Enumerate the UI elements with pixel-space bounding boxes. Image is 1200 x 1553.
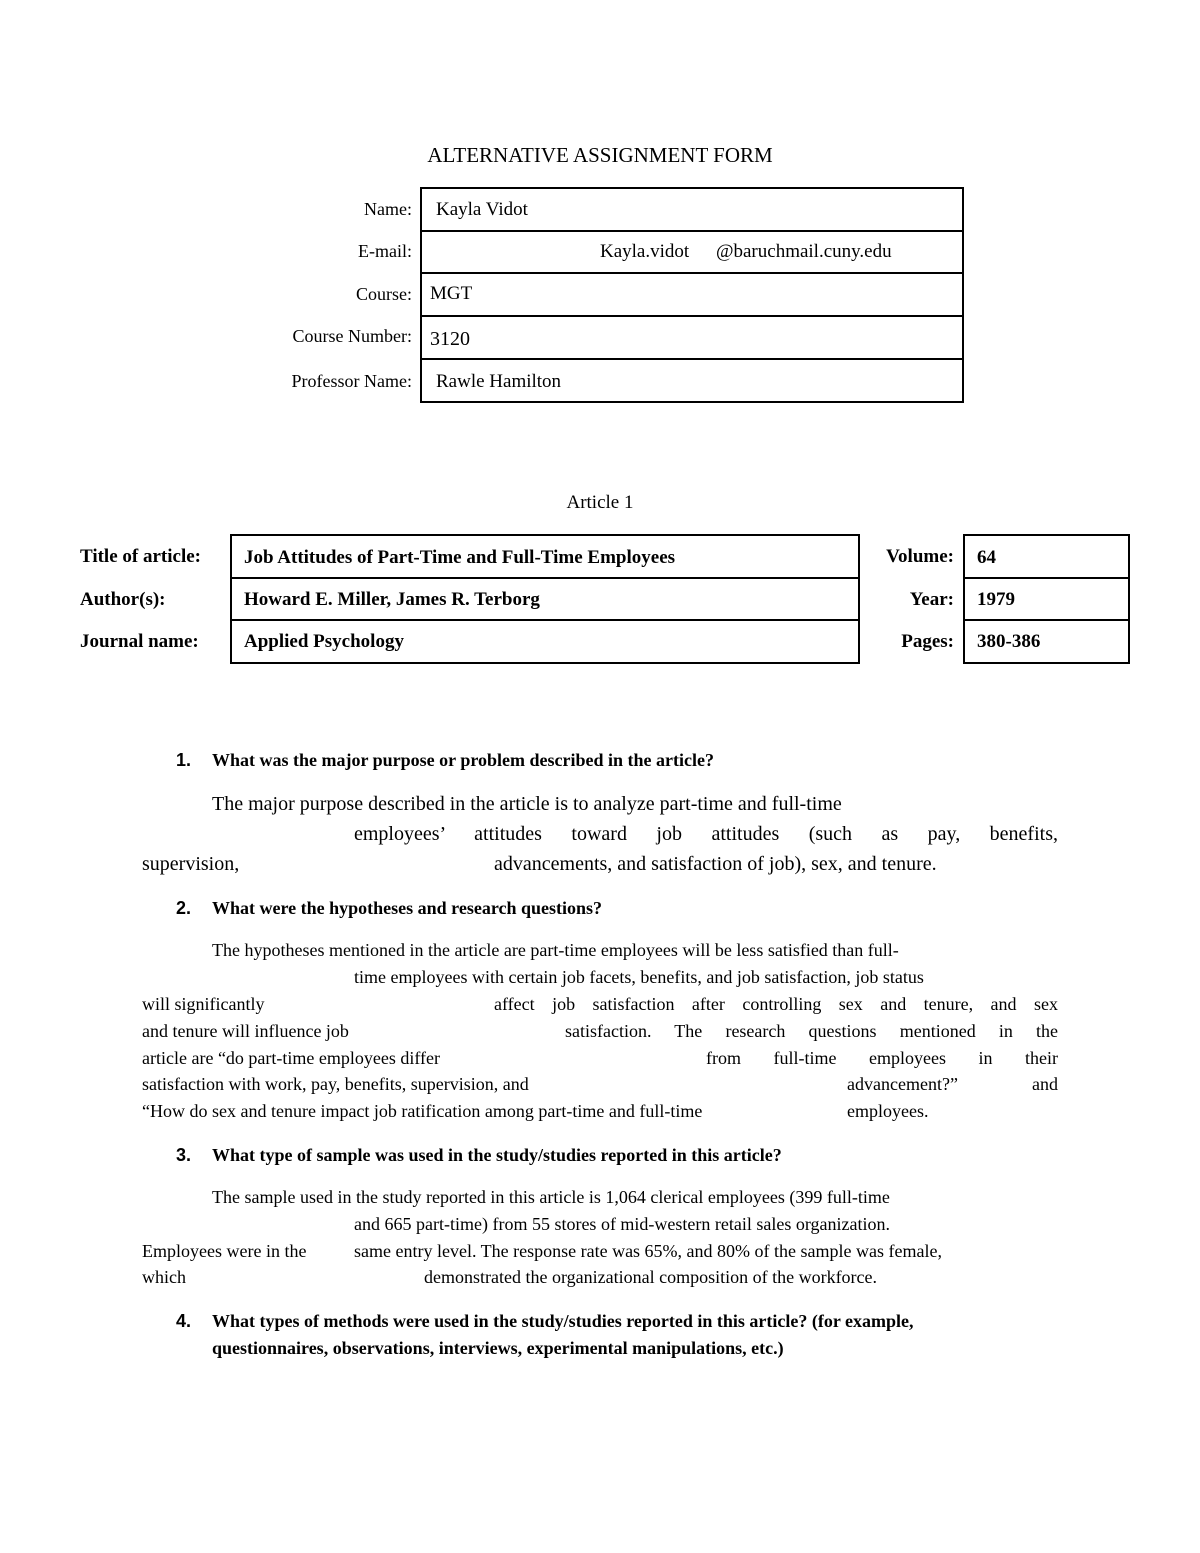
name-label: Name: <box>364 199 412 219</box>
answer-2-line-4a: and tenure will influence job <box>142 1021 349 1041</box>
answer-3-line-3a: Employees were in the <box>142 1241 307 1261</box>
professor-value: Rawle Hamilton <box>436 371 562 392</box>
name-field[interactable] <box>420 187 964 232</box>
answer-1-line-3a: supervision, <box>142 853 240 875</box>
answer-2-line-3a: will significantly <box>142 994 265 1014</box>
answer-2-line-1: The hypotheses mentioned in the article are part-time employees will be less satisfied than full- <box>212 940 899 960</box>
article-title-value: Job Attitudes of Part-Time and Full-Time Employees <box>244 547 676 568</box>
email-field[interactable] <box>420 230 964 274</box>
form-title: ALTERNATIVE ASSIGNMENT FORM <box>427 143 773 167</box>
professor-field[interactable] <box>420 358 964 403</box>
title-of-article-label: Title of article: <box>80 546 201 567</box>
answer-2-line-5a: article are “do part-time employees differ <box>142 1048 441 1068</box>
question-3-text: What type of sample was used in the study/studies reported in this article? <box>212 1145 782 1165</box>
question-4-number: 4. <box>176 1311 192 1331</box>
answer-2-line-4b: satisfaction. The research questions mentioned in the <box>565 1021 1058 1041</box>
article-heading: Article 1 <box>566 492 634 513</box>
answer-3-line-4a: which <box>142 1267 186 1287</box>
answer-3-line-2: and 665 part-time) from 55 stores of mid-western retail sales organization. <box>354 1214 891 1234</box>
answer-2-line-7a: “How do sex and tenure impact job ratification among part-time and full-time <box>142 1101 703 1121</box>
answer-3-line-1: The sample used in the study reported in this article is 1,064 clerical employees (399 full-time <box>212 1187 890 1207</box>
answer-3-line-4b: demonstrated the organizational composition of the workforce. <box>424 1267 878 1287</box>
authors-field[interactable] <box>230 577 860 621</box>
authors-value: Howard E. Miller, James R. Terborg <box>244 589 540 610</box>
email-label: E-mail: <box>358 241 412 261</box>
journal-name-label: Journal name: <box>80 631 199 652</box>
course-label: Course: <box>356 284 412 304</box>
article-title-field[interactable] <box>230 534 860 579</box>
course-number-value: 3120 <box>430 328 470 350</box>
answer-2-line-6a: satisfaction with work, pay, benefits, supervision, and <box>142 1074 529 1094</box>
year-field[interactable] <box>963 577 1130 621</box>
year-label: Year: <box>909 589 954 610</box>
answer-1-line-3b: advancements, and satisfaction of job), sex, and tenure. <box>494 853 937 875</box>
volume-field[interactable] <box>963 534 1130 579</box>
course-number-field[interactable] <box>420 315 964 360</box>
volume-label: Volume: <box>886 546 954 567</box>
question-4-text-line-2: questionnaires, observations, interviews, experimental manipulations, etc.) <box>212 1338 784 1358</box>
answer-1-line-1: The major purpose described in the article is to analyze part-time and full-time <box>212 793 842 815</box>
email-user: Kayla.vidot <box>600 241 690 262</box>
course-value: MGT <box>430 283 473 304</box>
course-number-label: Course Number: <box>292 326 412 346</box>
answer-1-line-2: employees’ attitudes toward job attitudes (such as pay, benefits, <box>354 823 1058 845</box>
email-domain: @baruchmail.cuny.edu <box>716 241 892 262</box>
answer-3-line-3b: same entry level. The response rate was 65%, and 80% of the sample was female, <box>354 1241 942 1261</box>
name-value: Kayla Vidot <box>436 199 528 220</box>
authors-label: Author(s): <box>80 589 166 610</box>
pages-value: 380-386 <box>977 631 1041 652</box>
question-4-text-line-1: What types of methods were used in the study/studies reported in this article? (for example, <box>212 1311 914 1331</box>
journal-name-field[interactable] <box>230 619 860 664</box>
course-field[interactable] <box>420 272 964 317</box>
answer-2-line-6b: advancement?” and <box>847 1074 1058 1094</box>
question-2-number: 2. <box>176 898 192 918</box>
question-2-text: What were the hypotheses and research questions? <box>212 898 603 918</box>
answer-2-line-5b: from full-time employees in their <box>706 1048 1058 1068</box>
question-1-number: 1. <box>176 750 192 770</box>
year-value: 1979 <box>977 589 1015 610</box>
answer-2-line-7b: employees. <box>847 1101 929 1121</box>
answer-2-line-2: time employees with certain job facets, benefits, and job satisfaction, job status <box>354 967 924 987</box>
question-3-number: 3. <box>176 1145 192 1165</box>
pages-label: Pages: <box>901 631 954 652</box>
volume-value: 64 <box>977 547 996 568</box>
journal-name-value: Applied Psychology <box>244 631 404 652</box>
answer-2-line-3b: affect job satisfaction after controlling sex and tenure, and sex <box>494 994 1058 1014</box>
question-1-text: What was the major purpose or problem described in the article? <box>212 750 714 770</box>
pages-field[interactable] <box>963 619 1130 664</box>
professor-label: Professor Name: <box>291 371 412 391</box>
